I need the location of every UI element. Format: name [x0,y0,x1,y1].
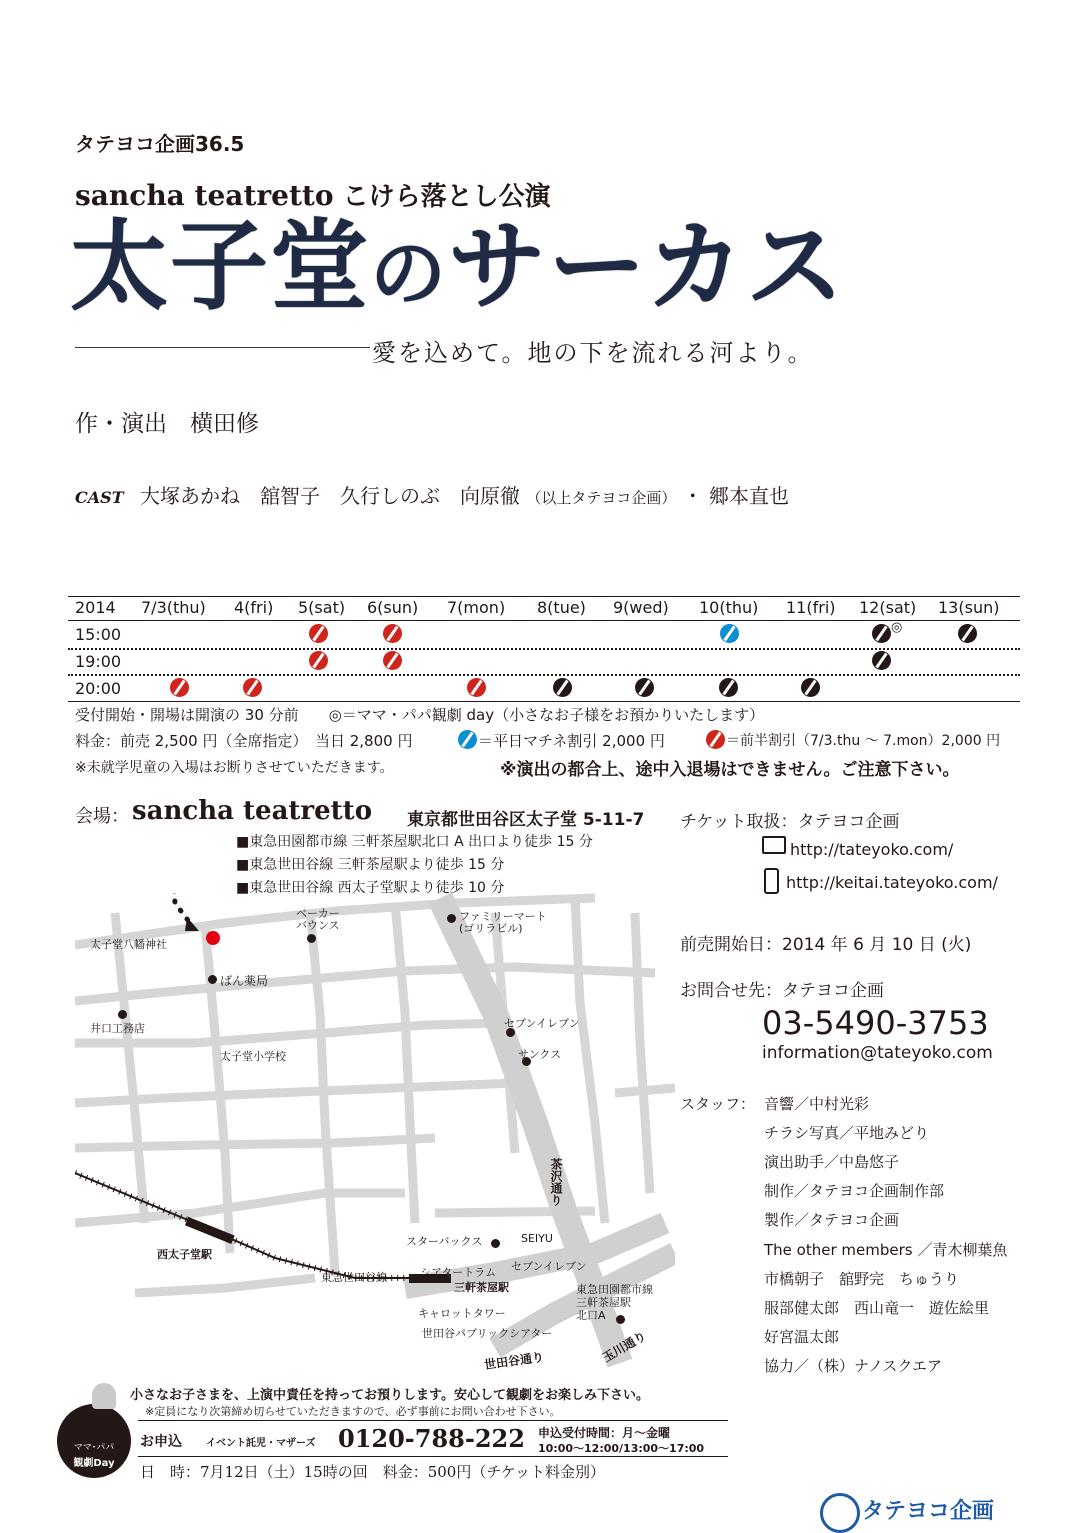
url-mobile[interactable]: http://keitai.tateyoko.com/ [786,873,998,892]
hours-label: 申込受付時間：月〜金曜 [538,1426,671,1440]
early-discount-mark [383,651,402,670]
note-price: 料金：前売 2,500 円（全席指定） 当日 2,800 円 [75,732,413,750]
cast-line [75,480,789,509]
url-pc[interactable]: http://tateyoko.com/ [790,840,954,859]
access-line: ■東急世田谷線 西太子堂駅より徒歩 10 分 [236,880,505,896]
series-label: タテヨコ企画36.5 [75,132,245,156]
map-label-setagaya-dori: 世田谷通り [483,1349,545,1373]
schedule-time: 15:00 [75,625,122,644]
schedule-header-rule [68,620,1020,621]
note-no-reentry: ※演出の都合上、途中入退場はできません。ご注意下さい。 [500,760,960,780]
regular-mark [553,678,572,697]
computer-icon [762,836,786,854]
map-label-pharmacy: ばん薬局 [220,974,269,988]
schedule-day: 7(mon) [447,598,506,617]
map-label-nishitaishido: 西太子堂駅 [157,1248,212,1261]
apply-label: お申込 [140,1434,182,1450]
staff-line: 服部健太郎 西山竜一 遊佐絵里 [764,1299,990,1317]
schedule-day: 11(fri) [786,598,836,617]
main-title [70,210,847,324]
note-early: ＝前半割引（7/3.thu 〜 7.mon）2,000 円 [726,733,1001,749]
schedule-day: 12(sat) [859,598,917,617]
early-discount-mark [243,678,262,697]
parent-icon [92,1383,116,1409]
schedule-day: 9(wed) [613,598,669,617]
badge-text: 観劇Day [73,1458,115,1469]
tagline: 愛を込めて。地の下を流れる河より。 [372,339,814,367]
childcare-note: ※定員になり次第締め切らせていただきますので、必ず事前にお問い合わせ下さい。 [145,1405,561,1418]
schedule-time: 19:00 [75,652,122,671]
map-label-setagaya-line: 東急世田谷線 [321,1271,387,1284]
map-label-sunkus: サンクス [518,1048,562,1061]
cast-note: （以上タテヨコ企画） [526,489,677,507]
staff-line: The other members ／青木柳葉魚 [764,1241,1008,1259]
early-discount-mark [706,730,725,749]
regular-mark [872,651,891,670]
badge-text: ママ･パパ [73,1443,115,1453]
tagline-rule [75,347,370,348]
staff-line: 製作／タテヨコ企画 [764,1211,900,1229]
map-label-chazawa: 茶沢通り [549,1158,563,1206]
map-label-seven2: セブンイレブン [511,1260,587,1273]
early-discount-mark [309,624,328,643]
contact-email[interactable]: information@tateyoko.com [762,1043,993,1063]
staff-line: 制作／タテヨコ企画制作部 [764,1182,945,1200]
map-marker [118,1010,127,1019]
venue-address: 東京都世田谷区太子堂 5-11-7 [407,810,645,830]
map-label-tamagawa: 玉川通り [599,1328,649,1365]
early-discount-mark [309,651,328,670]
note-children: ※未就学児童の入場はお断りさせていただきます。 [75,760,394,776]
cast-label: CAST [75,488,124,507]
note-opening: 受付開始・開場は開演の 30 分前 ◎＝ママ・パパ観劇 day（小さなお子様をお預かりいたします） [75,706,765,724]
map-marker [491,1239,500,1248]
ticket-info: チケット取扱：タテヨコ企画 [680,812,900,832]
map-marker [208,975,217,984]
childcare-rule [138,1456,728,1457]
map-label-shrine: 太子堂八幡神社 [90,938,167,951]
schedule-day: 10(thu) [699,598,759,617]
map-label-school: 太子堂小学校 [220,1050,286,1063]
schedule-time: 20:00 [75,679,122,698]
schedule-day: 8(tue) [537,598,586,617]
map-label-public: 世田谷パブリックシアター [422,1327,553,1340]
map-marker [447,914,456,923]
schedule-day: 5(sat) [298,598,346,617]
staff-label: スタッフ： [680,1095,756,1113]
childcare-rule [138,1420,728,1421]
mobile-phone-icon [764,868,779,894]
early-discount-mark [170,678,189,697]
title-part-b: の [370,229,449,318]
regular-mark [635,678,654,697]
matinee-discount-mark [458,730,477,749]
venue-subtitle: こけら落とし公演 [342,182,551,212]
map-label-starbucks: スターバックス [406,1235,483,1248]
map-label-sangenjaya: 三軒茶屋駅 [454,1281,509,1294]
cast-extra: ・ 郷本直也 [682,484,790,508]
schedule-day: 6(sun) [367,598,419,617]
schedule-top-rule [68,596,1020,597]
map-label-seven: セブンイレブン [504,1017,580,1030]
company-logo-text: タテヨコ企画 [862,1499,995,1524]
childcare-date: 日 時：7月12日（土）15時の回 料金：500円（チケット料金別） [140,1463,606,1481]
hours: 10:00〜12:00/13:00〜17:00 [538,1442,705,1455]
venue-name: sancha teatretto [132,796,373,826]
map-label-denen: 東急田園都市線 三軒茶屋駅 北口A [576,1283,653,1322]
map-label-famima: ファミリーマート (ゴリラビル) [459,910,547,935]
access-line: ■東急田園都市線 三軒茶屋駅北口 A 出口より徒歩 15 分 [236,834,593,850]
staff-line: 音響／中村光彩 [764,1095,870,1113]
venue-name-en: sancha teatretto [75,179,334,212]
staff-line: 協力／（株）ナノスクエア [764,1357,943,1375]
schedule-day: 4(fri) [234,598,274,617]
company-logo-icon [820,1493,860,1533]
cast-names: 大塚あかね 舘智子 久行しのぶ 向原徹 [139,484,520,508]
childcare-badge [57,1404,131,1478]
staff-line: 市橋朝子 舘野完 ちゅうり [764,1270,960,1288]
childcare-line: 小さなお子さまを、上演中責任を持ってお預りします。安心して観劇をお楽しみ下さい。 [130,1388,649,1403]
schedule-row-rule [68,674,1020,676]
early-discount-mark [383,624,402,643]
schedule-bottom-rule [68,701,1020,702]
regular-mark [958,624,977,643]
staff-line: チラシ写真／平地みどり [764,1124,930,1142]
childcare-company: イベント託児・マザーズ [206,1438,316,1449]
opening-line [75,176,551,213]
matinee-discount-mark [720,624,739,643]
regular-mark [801,678,820,697]
map-marker [307,934,316,943]
staff-line: 演出助手／中島悠子 [764,1153,900,1171]
map-label-iguchi: 井口工務店 [90,1022,145,1035]
map-label-carrot: キャロットタワー [418,1307,506,1320]
regular-mark [719,678,738,697]
schedule-row-rule [68,648,1020,650]
author-line: 作・演出 横田修 [75,411,259,437]
regular-mark [872,624,891,643]
presale-date: 前売開始日：2014 年 6 月 10 日 (火) [680,935,972,955]
schedule-day: 7/3(thu) [141,598,206,617]
schedule-day: 13(sun) [938,598,1000,617]
mama-papa-mark: ◎ [891,620,903,635]
map-label-bakery: ベーカー バウンス [296,907,340,932]
venue-label: 会場： [75,806,129,827]
map-label-seiyu: SEIYU [521,1232,553,1245]
contact-phone: 03-5490-3753 [762,1004,989,1042]
access-line: ■東急世田谷線 三軒茶屋駅より徒歩 15 分 [236,857,505,873]
schedule-year: 2014 [75,598,116,617]
map-label-tram: シアタートラム [420,1266,497,1279]
staff-line: 好宮温太郎 [764,1328,840,1346]
early-discount-mark [467,678,486,697]
contact-label: お問合せ先：タテヨコ企画 [680,981,884,1001]
title-part-a: 太子堂 [70,210,371,324]
title-part-c: サーカス [448,210,847,324]
childcare-tel: 0120-788-222 [338,1424,525,1453]
note-matinee: ＝平日マチネ割引 2,000 円 [478,732,665,750]
